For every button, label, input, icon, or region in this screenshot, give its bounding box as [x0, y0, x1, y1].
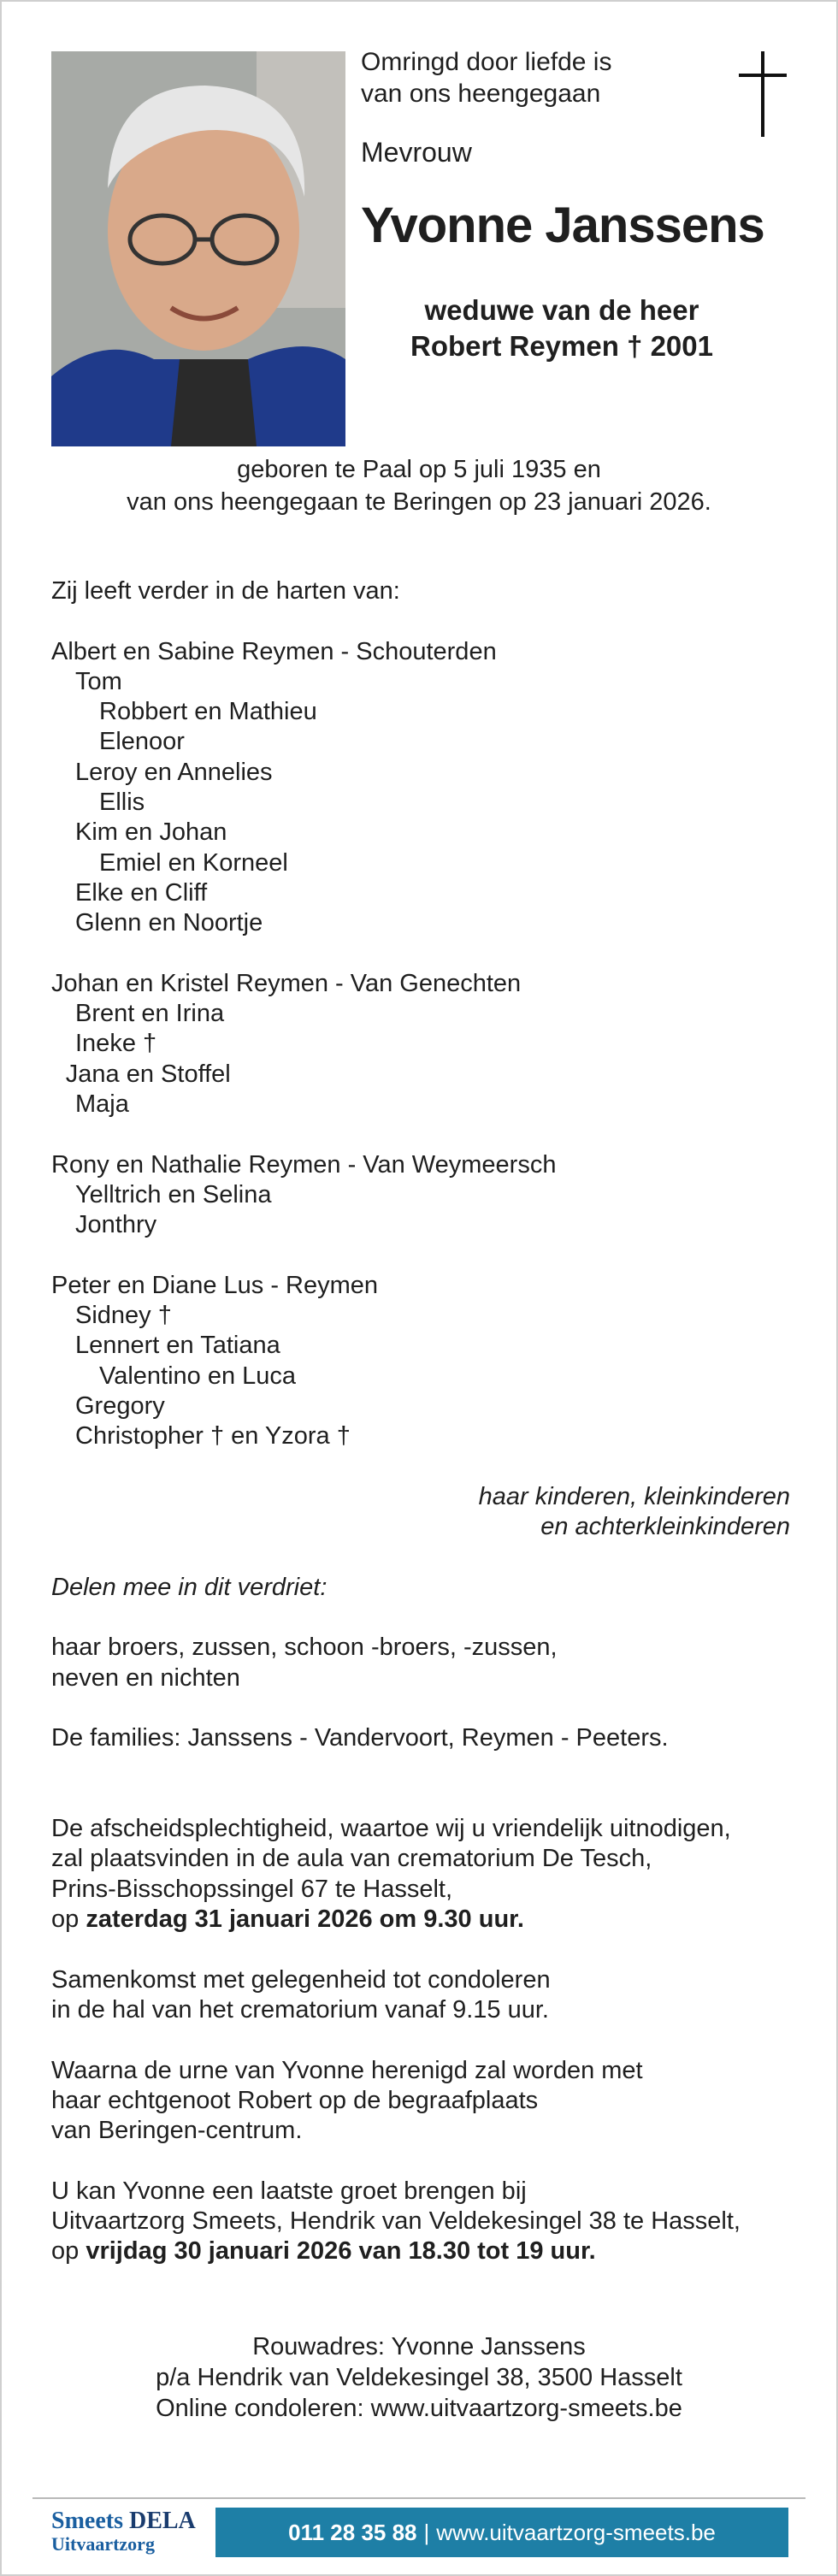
- phone-number[interactable]: 011 28 35 88: [288, 2519, 417, 2545]
- ceremony-line: De afscheidsplechtigheid, waartoe wij u vriendelijk uitnodigen,: [51, 1815, 731, 1843]
- honorific: Mevrouw: [361, 137, 472, 168]
- contact-separator: |: [423, 2519, 430, 2545]
- relation-line: en achterkleinkinderen: [540, 1513, 790, 1541]
- family-member: Glenn en Noortje: [75, 909, 263, 937]
- share-line: haar broers, zussen, schoon -broers, -zussen,: [51, 1634, 558, 1662]
- ceremony-line: Prins-Bisschopssingel 67 te Hasselt,: [51, 1875, 453, 1903]
- visit-line: Uitvaartzorg Smeets, Hendrik van Veldekesingel 38 te Hasselt,: [51, 2207, 741, 2236]
- intro-line: van ons heengegaan: [361, 80, 601, 108]
- family-member: Robbert en Mathieu: [99, 698, 317, 726]
- latin-cross-icon: [739, 51, 787, 137]
- family-head: Johan en Kristel Reymen - Van Genechten: [51, 969, 522, 997]
- ceremony-date-line: [51, 1905, 790, 1935]
- family-member: Gregory: [75, 1392, 165, 1421]
- portrait-photo: [51, 51, 345, 446]
- family-member: Valentino en Luca: [99, 1362, 297, 1390]
- visit-date-prefix: op: [51, 2237, 86, 2266]
- condolence-link[interactable]: Online condoleren: www.uitvaartzorg-smeets.be: [156, 2395, 682, 2422]
- family-member: Tom: [75, 667, 122, 695]
- urn-line: haar echtgenoot Robert op de begraafplaats: [51, 2086, 539, 2114]
- family-member: Jana en Stoffel: [65, 1060, 231, 1088]
- address-line: p/a Hendrik van Veldekesingel 38, 3500 Hasselt: [156, 2364, 682, 2391]
- logo-name: Smeets: [51, 2508, 123, 2534]
- share-heading: Delen mee in dit verdriet:: [51, 1573, 328, 1601]
- spouse-line: weduwe van de heer: [424, 294, 699, 326]
- intro-text: [361, 46, 611, 109]
- family-member: Christopher † en Yzora †: [75, 1422, 351, 1450]
- relation-line: haar kinderen, kleinkinderen: [478, 1482, 790, 1510]
- family-member: Brent en Irina: [75, 1000, 225, 1028]
- logo-wordmark: [51, 2508, 196, 2535]
- born-line: van ons heengegaan te Beringen op 23 januari 2026.: [127, 488, 711, 516]
- family-head: Rony en Nathalie Reymen - Van Weymeersch: [51, 1150, 557, 1179]
- family-head: Albert en Sabine Reymen - Schouterden: [51, 637, 497, 665]
- visit-date-line: [51, 2236, 790, 2266]
- visit-line: U kan Yvonne een laatste groet brengen bij: [51, 2177, 527, 2205]
- family-member: Kim en Johan: [75, 818, 227, 847]
- intro-line: Omringd door liefde is: [361, 48, 612, 76]
- deceased-name: Yvonne Janssens: [361, 198, 764, 253]
- spouse-info: [369, 292, 754, 364]
- funeral-home-logo: [51, 2508, 196, 2555]
- contact-bar: [215, 2508, 788, 2557]
- gathering-line: in de hal van het crematorium vanaf 9.15 uur.: [51, 1995, 549, 2024]
- family-member: Jonthry: [75, 1211, 157, 1239]
- portrait-image: [51, 51, 345, 446]
- lives-on-heading: Zij leeft verder in de harten van:: [51, 577, 400, 605]
- logo-subtitle: Uitvaartzorg: [51, 2533, 155, 2555]
- family-member: Ellis: [99, 789, 145, 817]
- ceremony-date-prefix: op: [51, 1905, 86, 1934]
- logo-dela: DELA: [128, 2508, 196, 2534]
- urn-line: van Beringen-centrum.: [51, 2117, 303, 2145]
- mourning-address: [2, 2331, 836, 2424]
- family-member: Lennert en Tatiana: [75, 1332, 280, 1360]
- address-line: Rouwadres: Yvonne Janssens: [252, 2333, 586, 2360]
- urn-line: Waarna de urne van Yvonne herenigd zal worden met: [51, 2056, 643, 2084]
- family-member: Elenoor: [99, 728, 185, 756]
- family-head: Peter en Diane Lus - Reymen: [51, 1271, 379, 1299]
- family-member: Emiel en Korneel: [99, 848, 288, 877]
- families-line: De families: Janssens - Vandervoort, Reymen - Peeters.: [51, 1724, 669, 1752]
- footer-divider: [32, 2497, 806, 2499]
- ceremony-line: zal plaatsvinden in de aula van crematorium De Tesch,: [51, 1845, 652, 1873]
- born-line: geboren te Paal op 5 juli 1935 en: [237, 456, 601, 483]
- visit-date: vrijdag 30 januari 2026 van 18.30 tot 19 uur.: [86, 2237, 596, 2266]
- family-member: Elke en Cliff: [75, 878, 208, 907]
- share-line: neven en nichten: [51, 1663, 240, 1692]
- obituary-body: [51, 576, 790, 2267]
- website-link[interactable]: www.uitvaartzorg-smeets.be: [436, 2519, 716, 2545]
- family-member: Sidney †: [75, 1302, 172, 1330]
- spouse-line: Robert Reymen † 2001: [410, 330, 713, 362]
- family-member: Yelltrich en Selina: [75, 1180, 272, 1208]
- family-member: Leroy en Annelies: [75, 758, 273, 786]
- gathering-line: Samenkomst met gelegenheid tot condoleren: [51, 1965, 551, 1994]
- birth-death-info: [2, 453, 836, 518]
- family-list: [51, 637, 790, 1482]
- family-member: Ineke †: [75, 1030, 157, 1058]
- ceremony-date: zaterdag 31 januari 2026 om 9.30 uur.: [86, 1905, 524, 1934]
- family-member: Maja: [75, 1090, 129, 1119]
